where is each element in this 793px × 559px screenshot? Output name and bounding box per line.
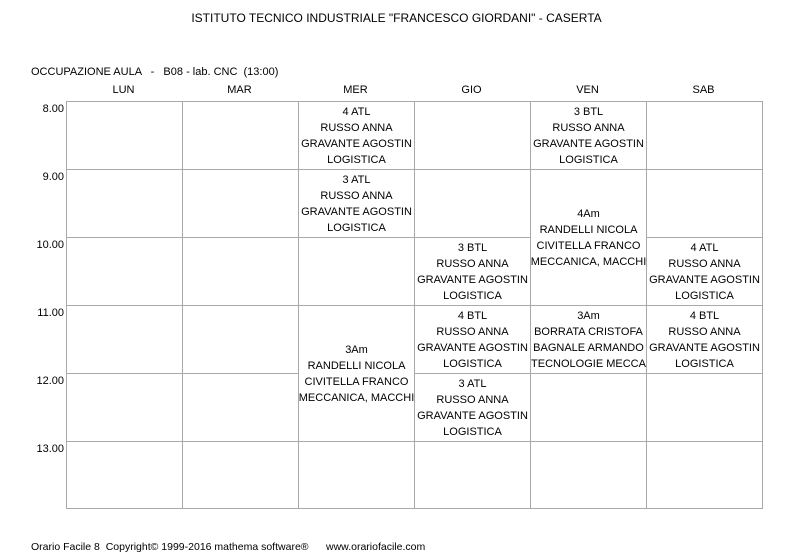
- lesson-teacher: RUSSO ANNA: [668, 325, 741, 338]
- lesson-subject: LOGISTICA: [443, 357, 502, 370]
- lesson-subject: LOGISTICA: [327, 221, 386, 234]
- lesson-teacher: RUSSO ANNA: [436, 393, 509, 406]
- lesson-cell[interactable]: [531, 102, 646, 169]
- lesson-teacher: RUSSO ANNA: [436, 257, 509, 270]
- grid-row-divider: [530, 441, 646, 442]
- day-header-lun: LUN: [112, 84, 135, 96]
- lesson-subject: MECCANICA, MACCHI: [299, 391, 414, 404]
- grid-row-divider: [66, 169, 182, 170]
- grid-row-divider: [646, 169, 762, 170]
- lesson-subject: MECCANICA, MACCHI: [531, 255, 646, 268]
- lesson-subject: LOGISTICA: [675, 289, 734, 302]
- lesson-teacher: CIVITELLA FRANCO: [536, 239, 641, 252]
- lesson-class: 4 ATL: [690, 241, 719, 254]
- lesson-teacher: BORRATA CRISTOFA: [534, 325, 643, 338]
- lesson-subject: LOGISTICA: [559, 153, 618, 166]
- grid-row-divider: [646, 373, 762, 374]
- time-label: 10.00: [36, 239, 64, 251]
- grid-row-divider: [182, 373, 298, 374]
- lesson-class: 3 BTL: [457, 241, 488, 254]
- day-header-mer: MER: [343, 84, 368, 96]
- lesson-teacher: RUSSO ANNA: [436, 325, 509, 338]
- grid-row-divider: [66, 373, 182, 374]
- day-header-mar: MAR: [227, 84, 252, 96]
- lesson-teacher: RANDELLI NICOLA: [539, 223, 638, 236]
- lesson-teacher: GRAVANTE AGOSTIN: [301, 137, 412, 150]
- lesson-class: 4 BTL: [457, 309, 488, 322]
- lesson-cell[interactable]: [531, 306, 646, 373]
- lesson-teacher: CIVITELLA FRANCO: [304, 375, 409, 388]
- lesson-class: 4Am: [577, 207, 600, 220]
- lesson-subject: LOGISTICA: [327, 153, 386, 166]
- lesson-cell[interactable]: [647, 238, 762, 305]
- lesson-teacher: BAGNALE ARMANDO: [533, 341, 644, 354]
- lesson-cell[interactable]: [415, 374, 530, 441]
- lesson-teacher: GRAVANTE AGOSTIN: [649, 273, 760, 286]
- grid-row-divider: [66, 441, 182, 442]
- lesson-class: 3 ATL: [342, 173, 371, 186]
- grid-row-divider: [298, 441, 414, 442]
- lesson-cell[interactable]: [415, 306, 530, 373]
- grid-row-divider: [414, 441, 530, 442]
- lesson-teacher: RANDELLI NICOLA: [307, 359, 406, 372]
- lesson-teacher: GRAVANTE AGOSTIN: [533, 137, 644, 150]
- grid-row-divider: [646, 441, 762, 442]
- lesson-subject: LOGISTICA: [443, 425, 502, 438]
- lesson-teacher: RUSSO ANNA: [552, 121, 625, 134]
- lesson-cell[interactable]: [299, 102, 414, 169]
- grid-row-divider: [182, 305, 298, 306]
- time-label: 12.00: [36, 375, 64, 387]
- time-label: 13.00: [36, 443, 64, 455]
- room-occupancy-subtitle: OCCUPAZIONE AULA - B08 - lab. CNC (13:00): [31, 66, 279, 78]
- grid-row-divider: [298, 237, 414, 238]
- lesson-teacher: GRAVANTE AGOSTIN: [417, 409, 528, 422]
- grid-row-divider: [530, 373, 646, 374]
- day-header-ven: VEN: [576, 84, 599, 96]
- lesson-class: 4 BTL: [689, 309, 720, 322]
- grid-row-divider: [66, 305, 182, 306]
- lesson-teacher: GRAVANTE AGOSTIN: [301, 205, 412, 218]
- day-header-gio: GIO: [461, 84, 482, 96]
- lesson-cell[interactable]: [531, 170, 646, 305]
- lesson-teacher: RUSSO ANNA: [668, 257, 741, 270]
- lesson-cell[interactable]: [415, 238, 530, 305]
- day-header-sab: SAB: [692, 84, 715, 96]
- footer-copyright: Orario Facile 8 Copyright© 1999-2016 mathema software® www.orariofacile.com: [31, 541, 426, 553]
- lesson-teacher: GRAVANTE AGOSTIN: [417, 273, 528, 286]
- grid-row-divider: [414, 169, 530, 170]
- time-label: 9.00: [42, 171, 64, 183]
- lesson-subject: TECNOLOGIE MECCA: [531, 357, 646, 370]
- page-title: ISTITUTO TECNICO INDUSTRIALE "FRANCESCO GIORDANI" - CASERTA: [191, 11, 602, 25]
- lesson-teacher: RUSSO ANNA: [320, 189, 393, 202]
- lesson-class: 3Am: [577, 309, 600, 322]
- lesson-cell[interactable]: [647, 306, 762, 373]
- time-label: 8.00: [42, 103, 64, 115]
- lesson-teacher: GRAVANTE AGOSTIN: [649, 341, 760, 354]
- grid-row-divider: [182, 169, 298, 170]
- grid-row-divider: [182, 441, 298, 442]
- lesson-subject: LOGISTICA: [443, 289, 502, 302]
- lesson-cell[interactable]: [299, 170, 414, 237]
- grid-row-divider: [182, 237, 298, 238]
- lesson-class: 3 ATL: [458, 377, 487, 390]
- lesson-class: 4 ATL: [342, 105, 371, 118]
- lesson-teacher: GRAVANTE AGOSTIN: [417, 341, 528, 354]
- lesson-subject: LOGISTICA: [675, 357, 734, 370]
- lesson-cell[interactable]: [299, 306, 414, 441]
- lesson-class: 3Am: [345, 343, 368, 356]
- lesson-class: 3 BTL: [573, 105, 604, 118]
- lesson-teacher: RUSSO ANNA: [320, 121, 393, 134]
- time-label: 11.00: [37, 307, 64, 319]
- grid-row-divider: [66, 237, 182, 238]
